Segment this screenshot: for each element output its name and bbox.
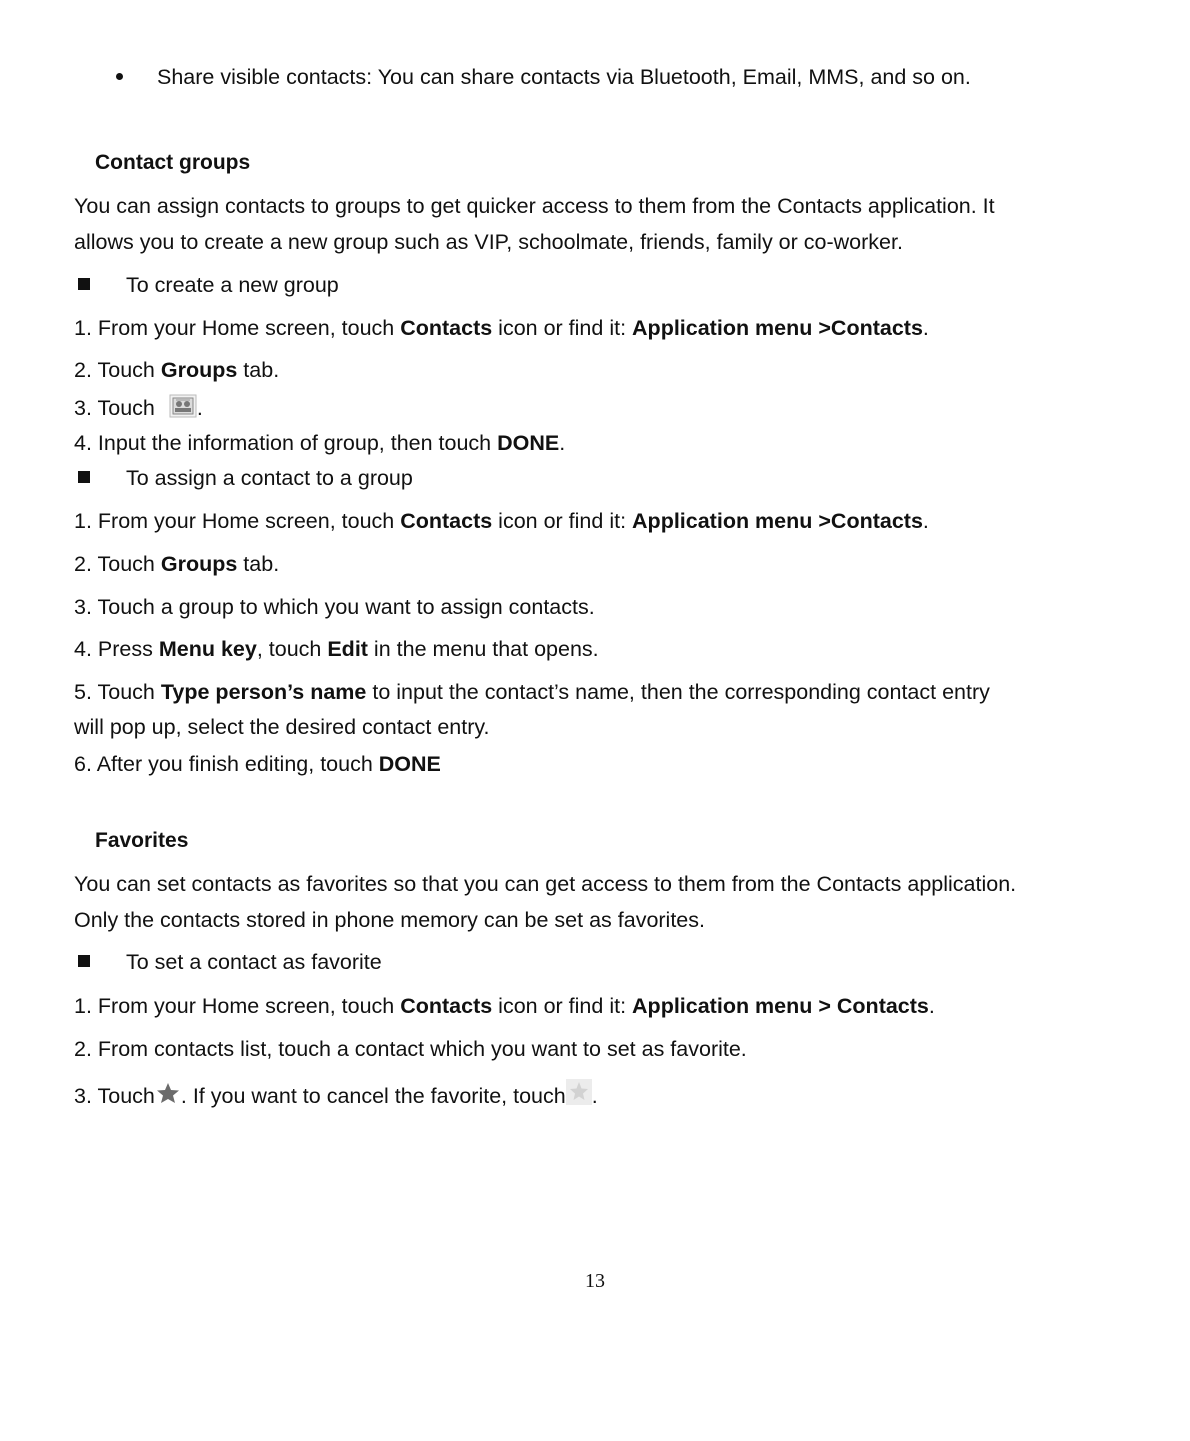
star-filled-icon — [155, 1081, 181, 1105]
square-bullet-icon — [78, 471, 90, 483]
subsection-create-group: To create a new group — [74, 272, 339, 298]
step-line: 2. From contacts list, touch a contact which you want to set as favorite. — [74, 1037, 747, 1061]
heading-contact-groups: Contact groups — [95, 151, 251, 174]
square-bullet-icon — [78, 278, 90, 290]
square-bullet-icon — [78, 955, 90, 967]
step-line: 2. Touch Groups tab. — [74, 552, 280, 576]
bullet-share-contacts: Share visible contacts: You can share contacts via Bluetooth, Email, MMS, and so on. — [116, 64, 971, 90]
step-line: 1. From your Home screen, touch Contacts icon or find it: Application menu >Contacts. — [74, 509, 929, 533]
step-line: 5. Touch Type person’s name to input the contact’s name, then the corresponding contact entry — [74, 680, 990, 704]
paragraph-line: allows you to create a new group such as VIP, schoolmate, friends, family or co-worker. — [74, 230, 903, 254]
step-line-continued: will pop up, select the desired contact entry. — [74, 715, 490, 739]
step-line: 3. Touch a group to which you want to assign contacts. — [74, 595, 595, 619]
paragraph-line: You can assign contacts to groups to get quicker access to them from the Contacts application. It — [74, 194, 995, 218]
subsection-assign-contact: To assign a contact to a group — [74, 465, 413, 491]
paragraph-line: You can set contacts as favorites so that you can get access to them from the Contacts application. — [74, 872, 1017, 896]
step-line: 4. Input the information of group, then touch DONE. — [74, 431, 566, 455]
subsection-set-favorite: To set a contact as favorite — [74, 949, 382, 975]
group-add-icon — [169, 394, 197, 418]
heading-favorites: Favorites — [95, 829, 189, 852]
star-empty-icon — [566, 1079, 592, 1105]
step-line: 3. Touch . — [74, 396, 203, 420]
step-line: 4. Press Menu key, touch Edit in the menu that opens. — [74, 637, 599, 661]
step-line: 3. Touch . If you want to cancel the favorite, touch . — [74, 1079, 598, 1109]
step-line: 1. From your Home screen, touch Contacts icon or find it: Application menu >Contacts. — [74, 316, 929, 340]
page-number: 13 — [585, 1270, 605, 1292]
bullet-dot-icon — [116, 73, 123, 80]
step-line: 6. After you finish editing, touch DONE — [74, 752, 441, 776]
step-line: 1. From your Home screen, touch Contacts icon or find it: Application menu > Contacts. — [74, 994, 935, 1018]
step-line: 2. Touch Groups tab. — [74, 358, 280, 382]
paragraph-line: Only the contacts stored in phone memory can be set as favorites. — [74, 908, 705, 932]
